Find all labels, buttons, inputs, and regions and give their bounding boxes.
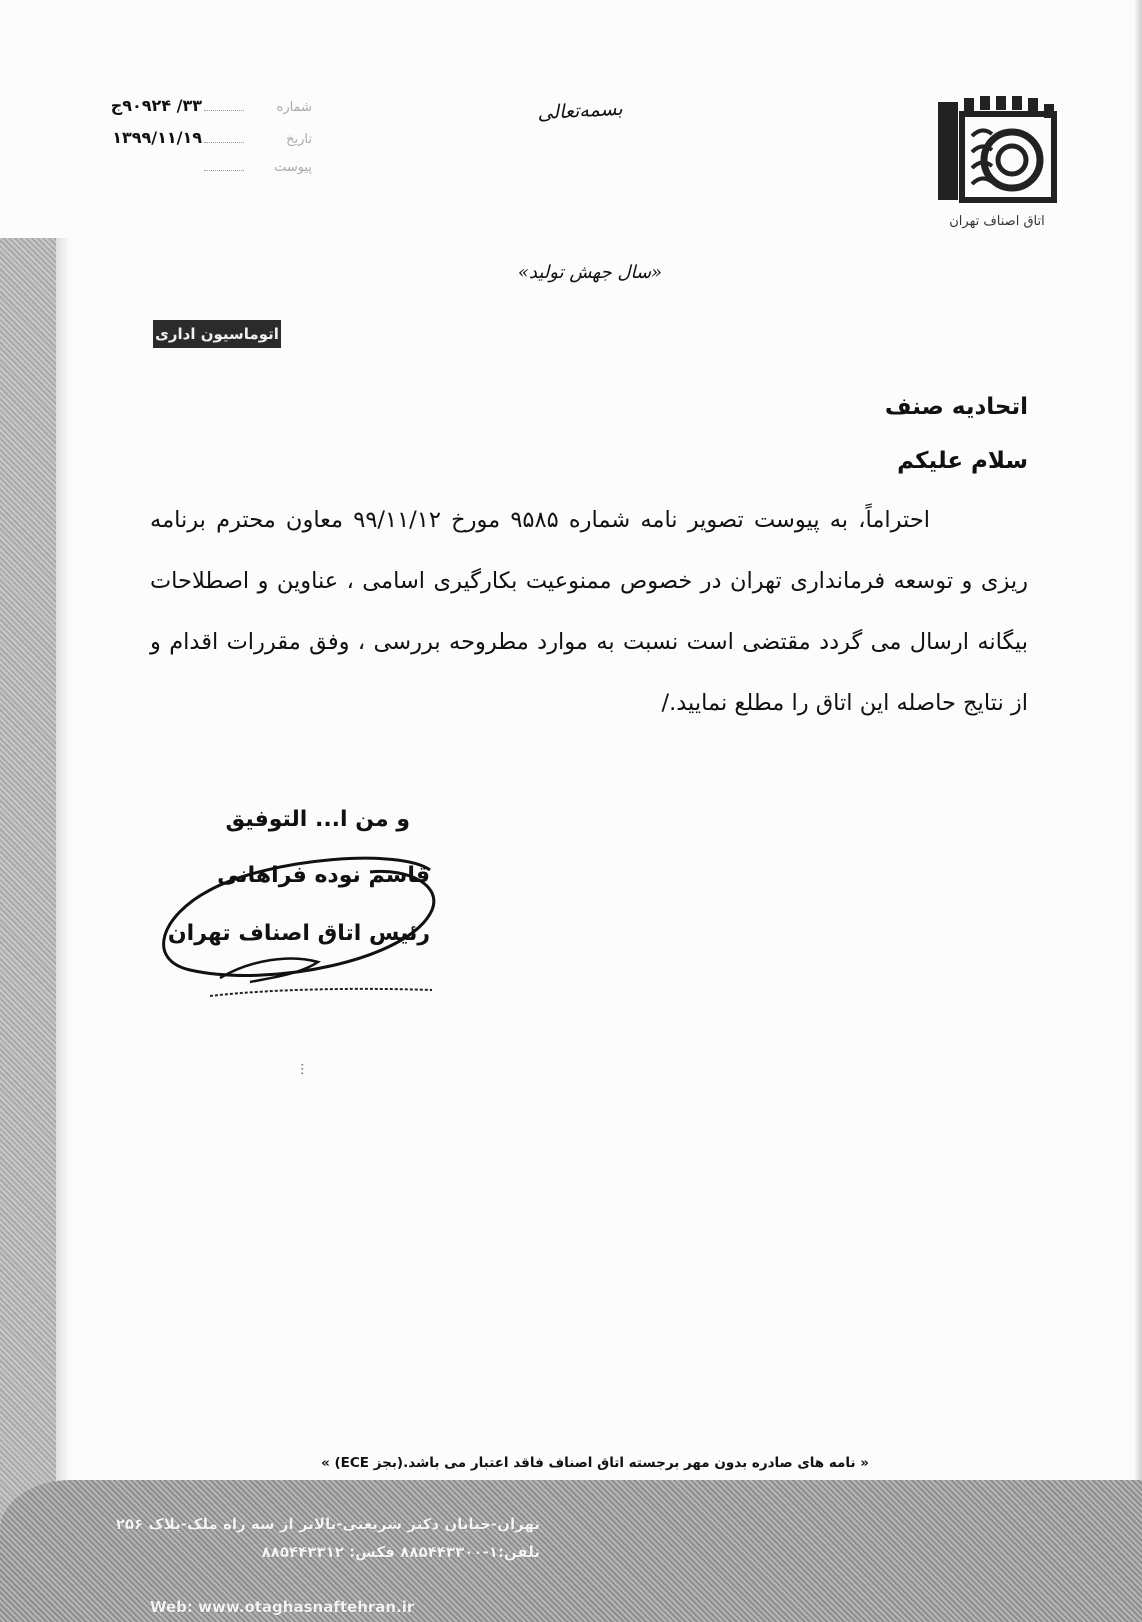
- year-slogan: «سال جهش تولید»: [517, 262, 663, 283]
- signer-title: رئیس اتاق اصناف تهران: [167, 921, 430, 946]
- footer-address: تهران-خیابان دکتر شریعتی-بالاتر از سه راه ملک-پلاک ۲۵۶: [115, 1515, 540, 1533]
- footer-contact: [80, 1510, 540, 1566]
- left-decorative-band: [0, 238, 56, 1622]
- scan-mark: ⵗ: [300, 1062, 305, 1078]
- dotted-leader: [204, 142, 244, 143]
- body-paragraph-text: احتراماً، به پیوست تصویر نامه شماره ۹۵۸۵ مورخ ۹۹/۱۱/۱۲ معاون محترم برنامه ریزی و توسعه فرمانداری تهران در خصوص ممنوعیت بکارگیری اسامی ، عناوین و اصطلاحات بیگانه ارسال می گردد مقتضی است نسبت به موارد مطروحه بررسی ، وفق مقررات اقدام و از نتایج حاصله این اتاق را مطلع نمایید./: [150, 507, 1028, 716]
- letter-number-row: [62, 96, 312, 128]
- salutation: سلام علیکم: [897, 448, 1028, 474]
- letter-number: ۳۳/ ۹۰۹۲۴ج: [110, 96, 202, 115]
- gear-emblem-icon: [936, 96, 1062, 206]
- dotted-leader: [204, 170, 244, 171]
- letter-body: [150, 380, 1028, 734]
- signer-name: قاسم نوده فراهانی: [217, 863, 430, 888]
- dotted-leader: [204, 110, 244, 111]
- attachment-row: [62, 160, 312, 192]
- handwritten-signature: [150, 850, 440, 1000]
- closing-phrase: و من ا... التوفیق: [225, 807, 410, 832]
- date-label: تاریخ: [286, 132, 312, 147]
- band-shadow: [56, 238, 70, 1622]
- automation-stamp: اتوماسیون اداری: [153, 320, 281, 348]
- stamp-disclaimer: « نامه های صادره بدون مهر برجسته اتاق اصناف فاقد اعتبار می باشد.(بجز ECE) »: [321, 1455, 869, 1471]
- scan-edge-shadow: [1134, 0, 1142, 1622]
- footer-website: Web: www.otaghasnaftehran.ir: [150, 1598, 415, 1616]
- number-label: شماره: [276, 100, 312, 115]
- attachment-label: پیوست: [274, 160, 312, 175]
- body-paragraph: [150, 490, 1028, 734]
- recipient: اتحادیه صنف: [884, 394, 1028, 420]
- letter-date-row: [62, 128, 312, 160]
- invocation: بسمه‌تعالی: [536, 97, 624, 125]
- footer-phone-fax: تلفن:۱-۸۸۵۴۴۳۳۰۰ فکس: ۸۸۵۴۴۳۳۱۲: [261, 1543, 540, 1561]
- letter-meta: [62, 96, 312, 192]
- letter-date: ۱۳۹۹/۱۱/۱۹: [112, 128, 202, 147]
- logo-caption: اتاق اصناف تهران: [949, 214, 1045, 229]
